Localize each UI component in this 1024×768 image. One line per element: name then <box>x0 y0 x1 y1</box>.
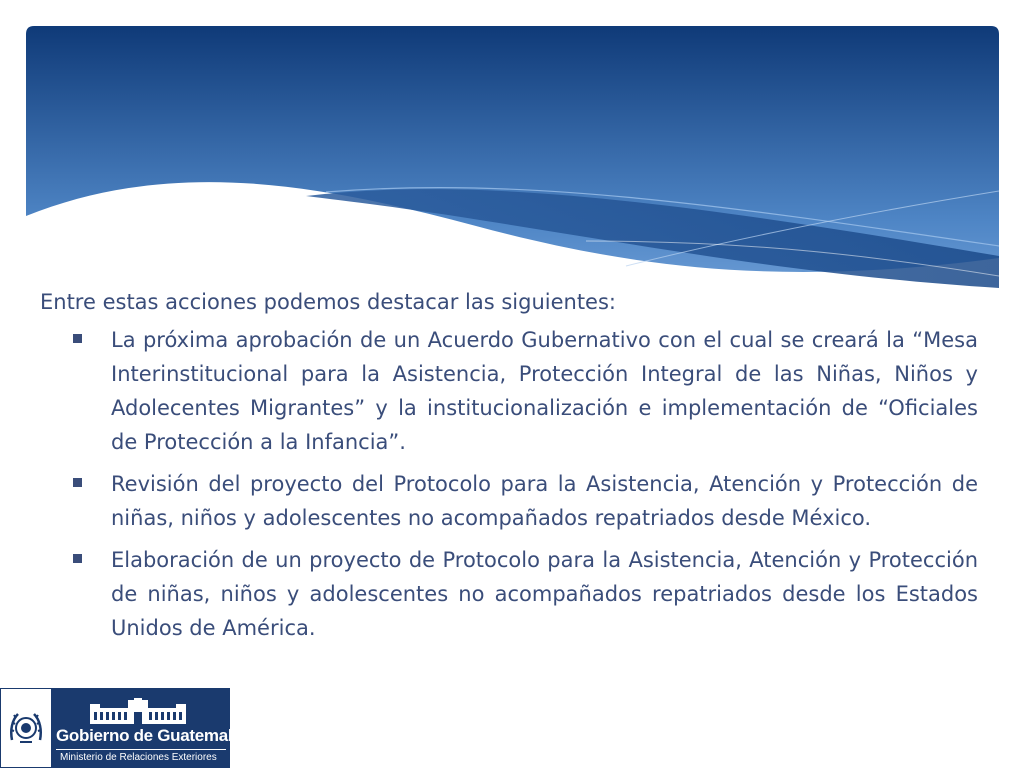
header-wave-banner <box>26 26 999 288</box>
bullet-text: Elaboración de un proyecto de Protocolo para la Asistencia, Atención y Protección de niñas, niños y adolescentes no acompañados repatriados desde los Estados Unidos de América. <box>111 548 978 640</box>
palace-building-icon <box>88 698 188 724</box>
gov-brand-box <box>52 688 242 768</box>
bullet-item <box>40 467 978 535</box>
guatemala-seal-icon <box>6 706 46 750</box>
bullet-square-icon <box>73 554 82 563</box>
intro-text: Entre estas acciones podemos destacar las siguientes: <box>40 290 616 314</box>
bullet-text: La próxima aprobación de un Acuerdo Gubernativo con el cual se creará la “Mesa Interinstitucional para la Asistencia, Protección Integral de las Niñas, Niños y Adolecentes Migrantes” y la institucionalización e implementación de “Oficiales de Protección a la Infancia”. <box>111 328 978 454</box>
gov-title: Gobierno de Guatemala <box>56 726 242 745</box>
government-logo <box>0 688 242 768</box>
gov-subtitle: Ministerio de Relaciones Exteriores <box>60 752 217 763</box>
gov-divider <box>56 749 226 750</box>
slide-body <box>40 287 978 653</box>
bullet-square-icon <box>73 334 82 343</box>
bullet-text: Revisión del proyecto del Protocolo para la Asistencia, Atención y Protección de niñas, niños y adolescentes no acompañados repatriados desde México. <box>111 472 978 530</box>
seal-box <box>0 688 52 768</box>
bullet-square-icon <box>73 478 82 487</box>
bullet-item <box>40 543 978 645</box>
bullet-item <box>40 323 978 459</box>
bullet-list <box>40 323 978 645</box>
